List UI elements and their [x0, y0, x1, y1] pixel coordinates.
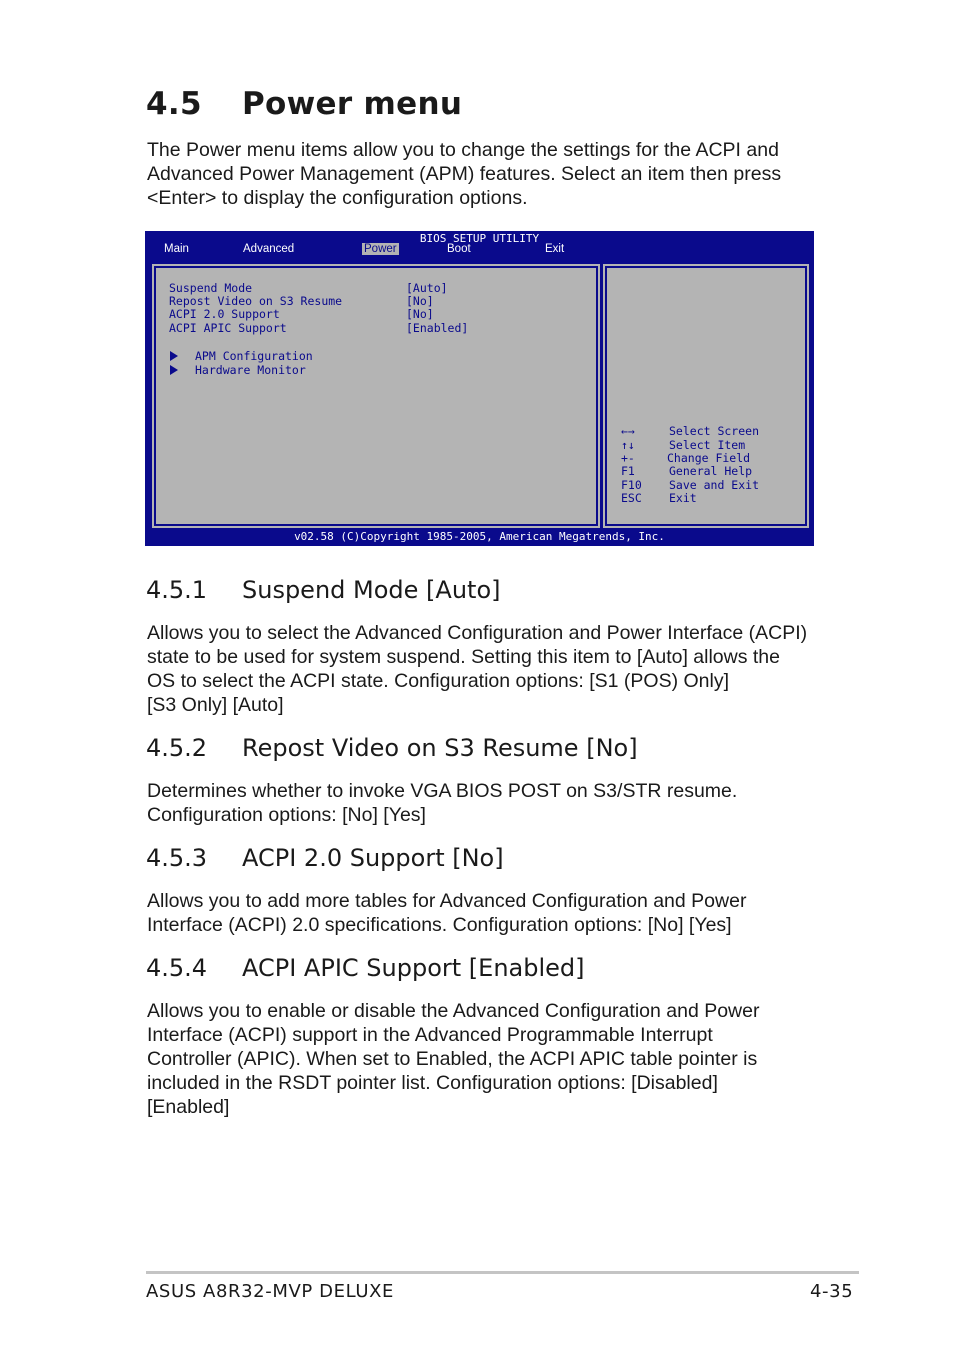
subsection-body-3 — [147, 889, 827, 937]
subsection-body-2 — [147, 779, 827, 827]
text-line: Controller (APIC). When set to Enabled, the ACPI APIC table pointer is — [147, 1048, 758, 1070]
text-line: Configuration options: [No] [Yes] — [147, 804, 426, 826]
text-line: [S3 Only] [Auto] — [147, 694, 284, 716]
bios-screenshot — [145, 231, 814, 546]
footer-divider — [146, 1271, 859, 1274]
subsection-number: 4.5.1 — [146, 576, 208, 604]
key-esc: ESC — [621, 491, 642, 505]
tab-power[interactable]: Power — [364, 243, 397, 255]
setting-acpi-20-value[interactable]: [No] — [406, 307, 434, 321]
key-f10: F10 — [621, 478, 642, 492]
key-plus-minus: +- — [621, 451, 635, 465]
text-line: Interface (ACPI) 2.0 specifications. Configuration options: [No] [Yes] — [147, 914, 732, 936]
help-select-item: Select Item — [669, 438, 746, 452]
setting-repost-video-value[interactable]: [No] — [406, 294, 434, 308]
text-line: [Enabled] — [147, 1096, 230, 1118]
subsection-body-1 — [147, 621, 827, 717]
subsection-number: 4.5.2 — [146, 734, 208, 762]
setting-suspend-mode-value[interactable]: [Auto] — [406, 281, 448, 295]
text-line: Interface (ACPI) support in the Advanced Programmable Interrupt — [147, 1024, 713, 1046]
help-select-screen: Select Screen — [669, 424, 760, 438]
tab-main[interactable]: Main — [164, 243, 189, 255]
text-line: OS to select the ACPI state. Configuration options: [S1 (POS) Only] — [147, 670, 730, 692]
footer-product: ASUS A8R32-MVP DELUXE — [146, 1281, 394, 1302]
subsection-title: Suspend Mode [Auto] — [242, 576, 501, 604]
subsection-title: Repost Video on S3 Resume [No] — [242, 734, 638, 762]
subsection-title: ACPI 2.0 Support [No] — [242, 844, 504, 872]
help-exit: Exit — [669, 491, 697, 505]
submenu-hardware-monitor[interactable]: Hardware Monitor — [195, 363, 306, 377]
help-change-field: Change Field — [667, 451, 751, 465]
setting-acpi-apic-value[interactable]: [Enabled] — [406, 321, 469, 335]
text-line: Allows you to select the Advanced Configuration and Power Interface (ACPI) — [147, 622, 808, 644]
text-line: Allows you to enable or disable the Advanced Configuration and Power — [147, 1000, 760, 1022]
subsection-heading-3 — [146, 844, 504, 872]
help-general-help: General Help — [669, 464, 753, 478]
setting-acpi-apic-label[interactable]: ACPI APIC Support — [169, 321, 287, 335]
subsection-body-4 — [147, 999, 827, 1119]
help-panel — [601, 262, 811, 530]
text-line: Allows you to add more tables for Advanced Configuration and Power — [147, 890, 747, 912]
subsection-heading-4 — [146, 954, 585, 982]
text-line: included in the RSDT pointer list. Configuration options: [Disabled] — [147, 1072, 718, 1094]
key-arrows-ud-icon: ↑↓ — [621, 438, 635, 452]
section-number: 4.5 — [146, 86, 202, 122]
key-arrows-lr-icon: ←→ — [621, 424, 635, 438]
section-title: Power menu — [242, 86, 463, 122]
tab-advanced[interactable]: Advanced — [243, 243, 295, 255]
text-line: Determines whether to invoke VGA BIOS POST on S3/STR resume. — [147, 780, 738, 802]
footer-page-number: 4-35 — [810, 1281, 854, 1302]
subsection-heading-1 — [146, 576, 501, 604]
text-line: state to be used for system suspend. Setting this item to [Auto] allows the — [147, 646, 780, 668]
tab-exit[interactable]: Exit — [545, 243, 565, 255]
subsection-number: 4.5.4 — [146, 954, 208, 982]
key-f1: F1 — [621, 464, 635, 478]
submenu-arrow-icon — [170, 365, 178, 375]
setting-suspend-mode-label[interactable]: Suspend Mode — [169, 281, 253, 295]
submenu-arrow-icon — [170, 351, 178, 361]
setting-acpi-20-label[interactable]: ACPI 2.0 Support — [169, 307, 280, 321]
subsection-title: ACPI APIC Support [Enabled] — [242, 954, 585, 982]
intro-paragraph: The Power menu items allow you to change the settings for the ACPI and Advanced Power Management (APM) features. Select an item then press <Enter> to display the configuration options. — [147, 139, 782, 209]
settings-panel — [150, 262, 602, 530]
tab-boot[interactable]: Boot — [447, 243, 471, 255]
bios-title: BIOS SETUP UTILITY — [419, 232, 540, 245]
help-save-exit: Save and Exit — [669, 478, 760, 492]
subsection-heading-2 — [146, 734, 638, 762]
subsection-number: 4.5.3 — [146, 844, 208, 872]
setting-repost-video-label[interactable]: Repost Video on S3 Resume — [169, 294, 343, 308]
page-title — [146, 86, 462, 122]
bios-copyright: v02.58 (C)Copyright 1985-2005, American Megatrends, Inc. — [294, 530, 665, 543]
submenu-apm-configuration[interactable]: APM Configuration — [195, 349, 313, 363]
